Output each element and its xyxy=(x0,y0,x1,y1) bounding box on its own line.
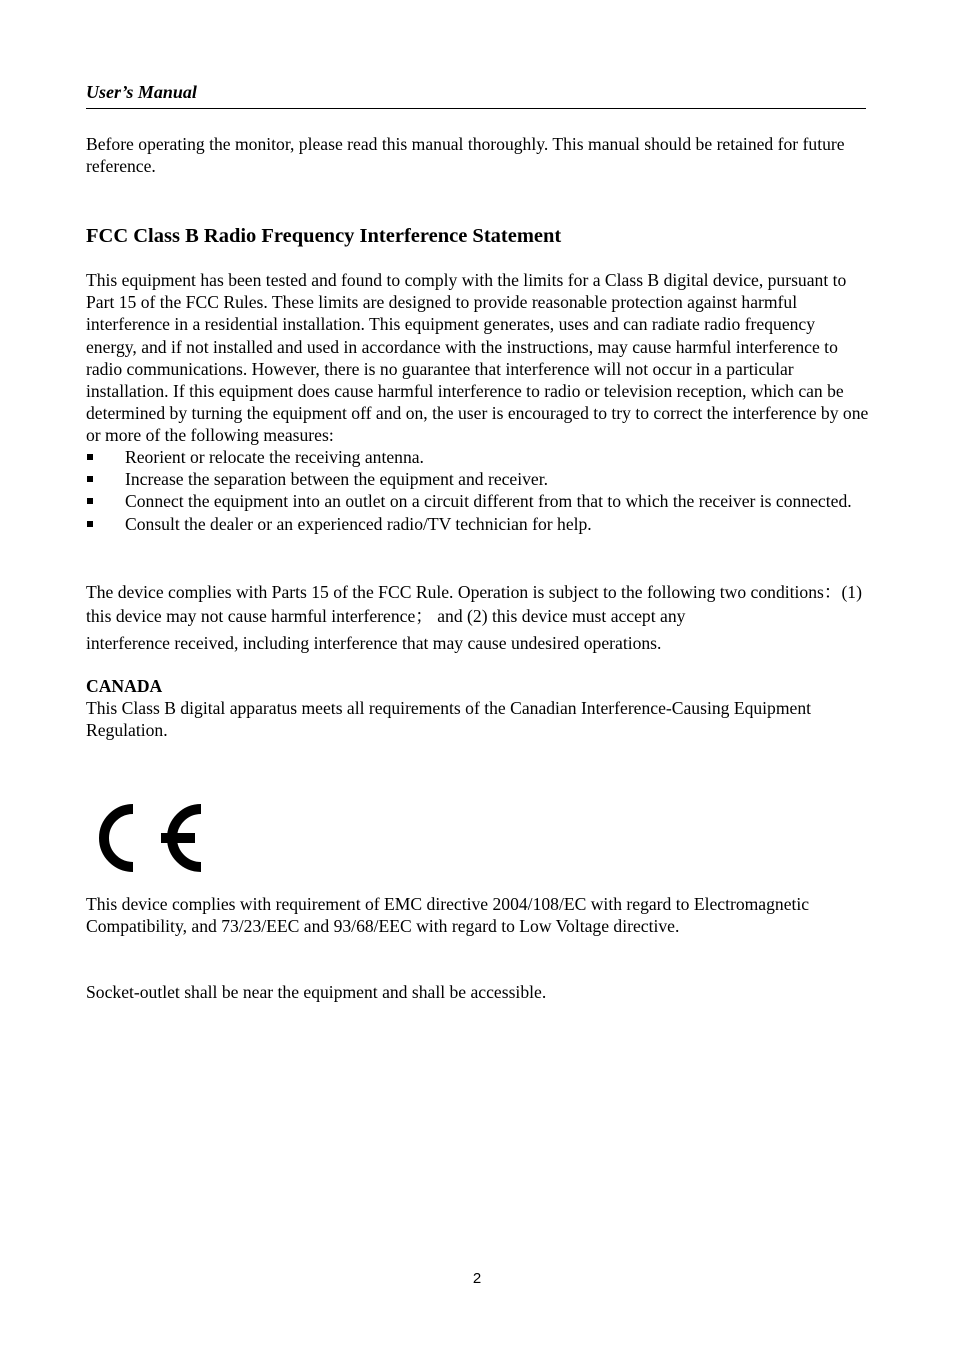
ce-mark-icon xyxy=(93,798,205,878)
compliance-interference-text: interference received, including interference that may cause undesired operations. xyxy=(86,633,662,653)
canada-heading: CANADA xyxy=(86,676,163,696)
list-item xyxy=(86,446,870,468)
fcc-measures-list xyxy=(86,446,870,535)
list-item xyxy=(86,468,870,490)
intro-paragraph: Before operating the monitor, please read this manual thoroughly. This manual should be retained for future reference. xyxy=(86,134,845,177)
square-bullet-icon xyxy=(87,454,93,460)
canada-paragraph: This Class B digital apparatus meets all requirements of the Canadian Interference-Causing Equipment Regulation. xyxy=(86,698,812,741)
compliance-conditions-text: The device complies with Parts 15 of the FCC Rule. Operation is subject to the following two conditions：(1) this device may not cause harmful interference； and (2) this device must accept any xyxy=(86,582,862,626)
fcc-section-title: FCC Class B Radio Frequency Interference Statement xyxy=(86,225,562,247)
list-item xyxy=(86,513,870,535)
measure-text: Consult the dealer or an experienced radio/TV technician for help. xyxy=(125,513,592,534)
running-header: User’s Manual xyxy=(86,82,197,102)
measure-text: Increase the separation between the equipment and receiver. xyxy=(125,469,549,490)
socket-outlet-note: Socket-outlet shall be near the equipment and shall be accessible. xyxy=(86,982,547,1002)
square-bullet-icon xyxy=(87,476,93,482)
measure-text: Connect the equipment into an outlet on a circuit different from that to which the receiver is connected. xyxy=(125,491,852,512)
fcc-statement-paragraph: This equipment has been tested and found to comply with the limits for a Class B digital device, pursuant to Part 15 of the FCC Rules. These limits are designed to provide reasonable protection against harmful interference in a residential installation. This equipment generates, uses and can radiate radio frequency energy, and if not installed and used in accordance with the instructions, may cause harmful interference to radio communications. However, there is no guarantee that interference will not occur in a particular installation. If this equipment does cause harmful interference to radio or television reception, which can be determined by turning the equipment off and on, the user is encouraged to try to correct the interference by one or more of the following measures: xyxy=(86,270,869,446)
list-item xyxy=(86,490,870,512)
measure-text: Reorient or relocate the receiving antenna. xyxy=(125,447,424,467)
fcc-compliance-paragraph xyxy=(86,580,870,655)
ce-compliance-paragraph: This device complies with requirement of EMC directive 2004/108/EC with regard to Electromagnetic Compatibility, and 73/23/EEC and 93/68/EEC with regard to Low Voltage directive. xyxy=(86,894,810,937)
square-bullet-icon xyxy=(87,521,93,527)
header-divider xyxy=(86,108,866,109)
page-number: 2 xyxy=(472,1270,482,1287)
square-bullet-icon xyxy=(87,498,93,504)
